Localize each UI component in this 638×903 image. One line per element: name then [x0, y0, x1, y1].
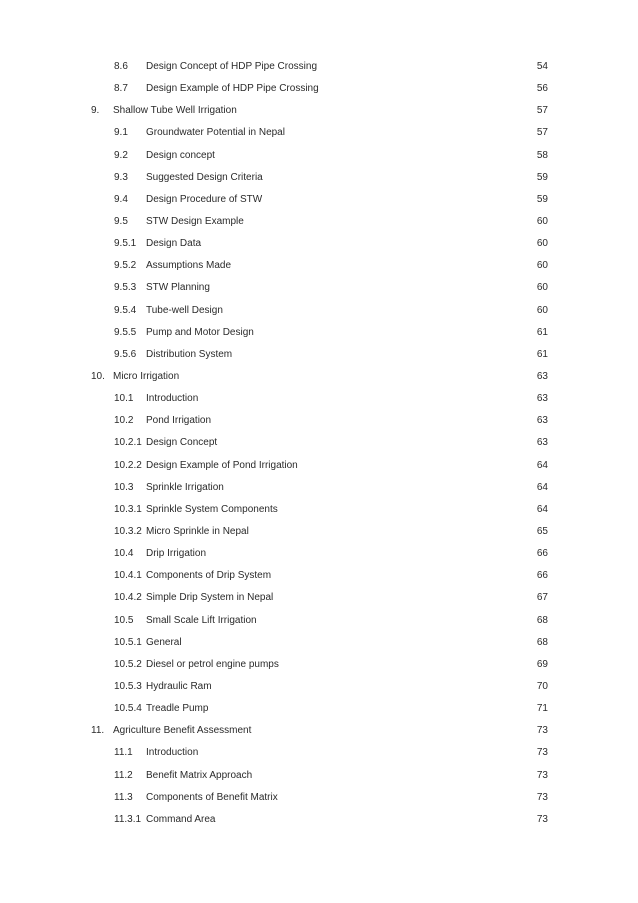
toc-entry-page-number: 67 — [536, 592, 548, 604]
toc-entry[interactable] — [0, 809, 638, 831]
toc-entry-number: 9.5.6 — [114, 348, 137, 360]
toc-entry-number: 11.1 — [114, 747, 133, 759]
toc-entry-page-number: 64 — [536, 459, 548, 471]
toc-entry-number: 11.2 — [114, 769, 133, 781]
toc-entry-number: 10.5.3 — [114, 680, 142, 692]
toc-entry-number: 9.5.5 — [114, 326, 137, 338]
toc-entry-title: STW Planning — [146, 282, 210, 294]
toc-entry[interactable] — [0, 344, 638, 366]
toc-entry-number: 10.1 — [114, 393, 134, 405]
toc-entry-number: 9.5.4 — [114, 304, 137, 316]
toc-entry-number: 10.4 — [114, 548, 134, 560]
toc-entry[interactable] — [0, 189, 638, 211]
toc-entry-number: 9.5 — [114, 215, 128, 227]
toc-entry-number: 11.3.1 — [114, 813, 142, 825]
toc-entry[interactable] — [0, 300, 638, 322]
toc-entry[interactable] — [0, 742, 638, 764]
toc-entry-title: Design concept — [146, 149, 215, 161]
toc-entry-title: General — [146, 636, 182, 648]
toc-entry-number: 10.3.2 — [114, 525, 142, 537]
toc-entry-title: Components of Drip System — [146, 570, 272, 582]
toc-entry-number: 9.1 — [114, 127, 128, 139]
toc-entry-title: Hydraulic Ram — [146, 680, 212, 692]
toc-entry-title: Sprinkle System Components — [146, 503, 278, 515]
toc-entry-number: 9.3 — [114, 171, 128, 183]
toc-entry-title: Diesel or petrol engine pumps — [146, 658, 279, 670]
toc-entry-title: Groundwater Potential in Nepal — [146, 127, 285, 139]
toc-entry-number: 9.5.1 — [114, 238, 137, 250]
toc-entry-page-number: 60 — [536, 260, 548, 272]
toc-entry[interactable] — [0, 56, 638, 78]
toc-entry-page-number: 63 — [536, 370, 548, 382]
toc-entry[interactable] — [0, 610, 638, 632]
toc-entry-page-number: 61 — [536, 348, 548, 360]
toc-entry-page-number: 59 — [536, 171, 548, 183]
toc-entry-number: 9.2 — [114, 149, 128, 161]
toc-entry-page-number: 64 — [536, 503, 548, 515]
toc-entry-page-number: 73 — [536, 747, 548, 759]
toc-entry-page-number: 70 — [536, 680, 548, 692]
toc-entry-title: Tube-well Design — [146, 304, 223, 316]
toc-entry-page-number: 73 — [536, 791, 548, 803]
toc-entry[interactable] — [0, 521, 638, 543]
toc-entry[interactable] — [0, 787, 638, 809]
toc-entry-title: Agriculture Benefit Assessment — [113, 725, 252, 737]
toc-entry-page-number: 71 — [536, 703, 548, 715]
toc-entry-page-number: 56 — [536, 83, 548, 95]
toc-entry-page-number: 54 — [536, 61, 548, 72]
toc-entry-title: Simple Drip System in Nepal — [146, 592, 274, 604]
toc-entry-number: 10. — [91, 370, 105, 382]
toc-entry-page-number: 60 — [536, 304, 548, 316]
toc-entry-title: Sprinkle Irrigation — [146, 481, 224, 493]
toc-entry-title: Shallow Tube Well Irrigation — [113, 105, 237, 117]
toc-entry[interactable] — [0, 211, 638, 233]
toc-entry-title: Components of Benefit Matrix — [146, 791, 278, 803]
toc-entry-title: Micro Irrigation — [113, 370, 180, 382]
toc-entry[interactable] — [0, 410, 638, 432]
toc-entry-number: 10.5.1 — [114, 636, 142, 648]
toc-entry-page-number: 69 — [536, 658, 548, 670]
toc-entry-title: Small Scale Lift Irrigation — [146, 614, 257, 626]
toc-entry-page-number: 60 — [536, 238, 548, 250]
toc-entry-page-number: 57 — [536, 105, 548, 117]
toc-entry-number: 10.2.2 — [114, 459, 142, 471]
toc-entry-number: 10.3 — [114, 481, 134, 493]
toc-entry-page-number: 58 — [536, 149, 548, 161]
toc-entry[interactable] — [0, 543, 638, 565]
toc-entry-number: 10.3.1 — [114, 503, 142, 515]
toc-entry-title: Drip Irrigation — [146, 548, 207, 560]
toc-entry-title: Design Concept — [146, 437, 218, 449]
toc-entry-page-number: 68 — [536, 636, 548, 648]
toc-entry[interactable] — [0, 145, 638, 167]
toc-entry-page-number: 59 — [536, 193, 548, 205]
toc-entry[interactable] — [0, 632, 638, 654]
toc-entry[interactable] — [0, 499, 638, 521]
toc-entry-number: 10.5.4 — [114, 703, 142, 715]
toc-entry-number: 8.7 — [114, 83, 128, 95]
toc-entry[interactable] — [0, 455, 638, 477]
toc-entry[interactable] — [0, 388, 638, 410]
toc-entry-number: 9.5.2 — [114, 260, 137, 272]
toc-entry-title: Distribution System — [146, 348, 233, 360]
toc-entry-page-number: 65 — [536, 525, 548, 537]
toc-entry-number: 11. — [91, 725, 105, 737]
toc-entry-title: Suggested Design Criteria — [146, 171, 263, 183]
toc-entry[interactable] — [0, 654, 638, 676]
toc-entry-page-number: 57 — [536, 127, 548, 139]
toc-entry-title: Benefit Matrix Approach — [146, 769, 253, 781]
toc-entry[interactable] — [0, 322, 638, 344]
toc-entry-title: Treadle Pump — [146, 703, 209, 715]
toc-entry-number: 10.4.1 — [114, 570, 142, 582]
toc-entry-title: Design Procedure of STW — [146, 193, 263, 205]
toc-entry[interactable] — [0, 565, 638, 587]
toc-entry[interactable] — [0, 477, 638, 499]
toc-entry-page-number: 64 — [536, 481, 548, 493]
toc-entry[interactable] — [0, 122, 638, 144]
toc-entry[interactable] — [0, 78, 638, 100]
toc-entry-number: 9. — [91, 105, 100, 117]
toc-entry-page-number: 60 — [536, 282, 548, 294]
toc-entry-page-number: 73 — [536, 725, 548, 737]
toc-entry-page-number: 73 — [536, 769, 548, 781]
toc-entry-page-number: 60 — [536, 215, 548, 227]
toc-entry-title: Design Example of Pond Irrigation — [146, 459, 298, 471]
toc-entry-page-number: 63 — [536, 415, 548, 427]
toc-entry-number: 9.5.3 — [114, 282, 137, 294]
toc-entry-title: Pump and Motor Design — [146, 326, 254, 338]
toc-entry-page-number: 63 — [536, 437, 548, 449]
toc-entry[interactable] — [0, 233, 638, 255]
toc-entry[interactable] — [0, 587, 638, 609]
toc-entry-page-number: 63 — [536, 393, 548, 405]
toc-entry-number: 8.6 — [114, 61, 128, 72]
toc-entry-title: Command Area — [146, 813, 216, 825]
toc-entry[interactable] — [0, 100, 638, 122]
toc-entry[interactable] — [0, 432, 638, 454]
toc-entry[interactable] — [0, 720, 638, 742]
toc-entry-number: 11.3 — [114, 791, 133, 803]
toc-entry-number: 10.5 — [114, 614, 134, 626]
toc-entry-title: STW Design Example — [146, 215, 244, 227]
toc-entry-title: Design Concept of HDP Pipe Crossing — [146, 61, 318, 72]
toc-entry-title: Assumptions Made — [146, 260, 232, 272]
toc-entry-page-number: 66 — [536, 548, 548, 560]
toc-entry-number: 10.2 — [114, 415, 134, 427]
toc-entry-title: Introduction — [146, 747, 199, 759]
toc-entry[interactable] — [0, 277, 638, 299]
toc-entry-title: Design Data — [146, 238, 202, 250]
toc-entry-number: 10.5.2 — [114, 658, 142, 670]
toc-entry-title: Introduction — [146, 393, 199, 405]
toc-entry[interactable] — [0, 698, 638, 720]
toc-entry-number: 9.4 — [114, 193, 128, 205]
toc-entry-title: Pond Irrigation — [146, 415, 212, 427]
toc-entry[interactable] — [0, 765, 638, 787]
toc-entry-title: Design Example of HDP Pipe Crossing — [146, 83, 319, 95]
toc-entry-page-number: 66 — [536, 570, 548, 582]
table-of-contents — [0, 56, 638, 831]
toc-entry[interactable] — [0, 255, 638, 277]
toc-entry-title: Micro Sprinkle in Nepal — [146, 525, 249, 537]
toc-entry-number: 10.4.2 — [114, 592, 142, 604]
toc-entry[interactable] — [0, 676, 638, 698]
toc-entry-page-number: 73 — [536, 813, 548, 825]
toc-entry[interactable] — [0, 167, 638, 189]
toc-entry[interactable] — [0, 366, 638, 388]
toc-entry-page-number: 68 — [536, 614, 548, 626]
toc-entry-page-number: 61 — [536, 326, 548, 338]
toc-entry-number: 10.2.1 — [114, 437, 142, 449]
